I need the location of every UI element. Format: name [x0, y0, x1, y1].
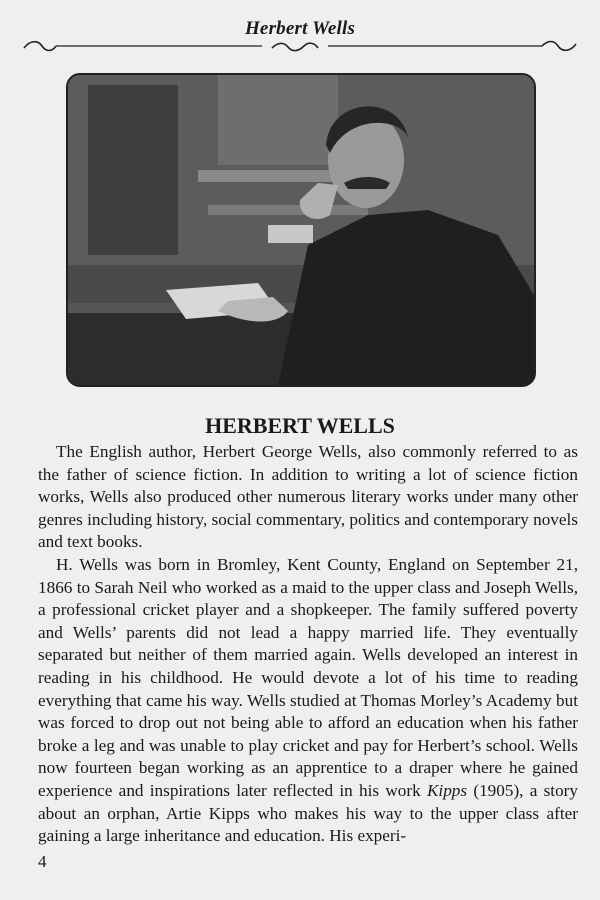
header-ornament-rule — [22, 36, 578, 58]
paragraph-2-text-start: H. Wells was born in Bromley, Kent County, England on September 21, 1866 to Sarah Neil who worked as a maid to the upper class and Joseph Wells, a professional cricket player and a shopkeeper. The family suffered poverty and Wells’ parents did not lead a happy married life. They eventually separated but neither of them married again. Wells developed an interest in reading in his childhood. He would devote a lot of his time to reading everything that came his way. Wells studied at Thomas Morley’s Academy but was forced to drop out not being able to afford an education when his father broke a leg and was unable to play cricket and pay for Herbert’s school. Wells now fourteen began working as an apprentice to a draper where he gained experience and inspirations later reflected in his work — [38, 554, 578, 800]
running-title: Herbert Wells — [244, 18, 356, 39]
article-body — [38, 441, 578, 848]
paragraph-2-text-end: (1905), a story about an orphan, Artie Kipps who makes his way to the upper class after gaining a large inheritance and education. His experi- — [38, 780, 578, 846]
page-number: 4 — [38, 852, 47, 871]
paragraph-2 — [38, 554, 578, 848]
article-title: HERBERT WELLS — [205, 413, 395, 438]
paragraph-1: The English author, Herbert George Wells, also commonly referred to as the father of science fiction. In addition to writing a lot of science fiction works, Wells also produced other numerous literary works under many other genres including history, social commentary, politics and contemporary novels and text books. — [38, 442, 578, 552]
book-title-kipps: Kipps — [426, 780, 468, 800]
portrait-photo-icon — [68, 75, 534, 385]
author-portrait-photo — [66, 73, 536, 387]
